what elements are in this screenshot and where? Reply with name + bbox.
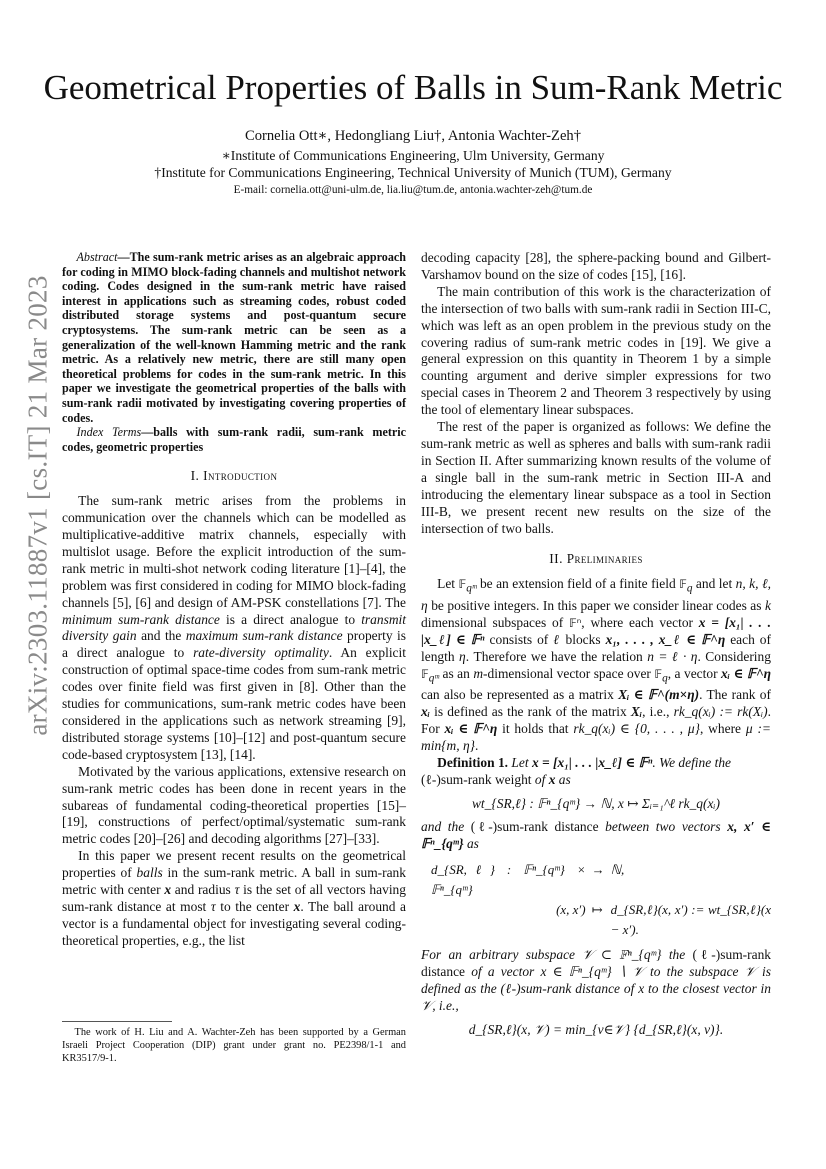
footnote: The work of H. Liu and A. Wachter-Zeh has been supported by a German Israeli Project Cooperation (DIP) grant under grant no. PE2398/1-1 and KR3517/9-1. (62, 1027, 406, 1064)
definition-1-distance-label: and the (ℓ-)sum-rank distance between two vectors x, x′ ∈ 𝔽ⁿ_{qᵐ} as (421, 819, 772, 852)
right-paragraph-2: The rest of the paper is organized as follows: We define the sum-rank metric as well as spheres and balls with sum-rank radii in Section II. After summarizing known results of the volume of a single ball in the sum-rank metric in Section III-A and introducing the elementary linear subspace as a tool in Section III-B, we present recent new results on the size of the intersection of two balls. (421, 419, 771, 536)
index-terms: Index Terms—balls with sum-rank radii, sum-rank metric codes, geometric properties (62, 425, 406, 454)
intro-paragraph-3: In this paper we present recent results on the geometrical properties of balls in the sum-rank metric. A ball in sum-rank metric with center x and radius τ is the set of all vectors having sum-rank distance at most τ to the center x. The ball around a vector is a fundamental object for investigating several coding-theoretical properties, e.g., the list (62, 848, 407, 948)
footnote-rule (62, 1021, 172, 1022)
affiliation-2: †Institute for Communications Engineering, Technical University of Munich (TUM), Germany (154, 165, 672, 180)
arxiv-stamp: arXiv:2303.11887v1 [cs.IT] 21 Mar 2023 (22, 274, 53, 736)
preliminaries-paragraph: Let 𝔽$_{qᵐ}$ be an extension field of a finite field 𝔽$_q$ and let n, k, ℓ, η be positive integers. In this paper we consider linear codes as k dimensional subspaces of 𝔽ⁿ, where each vector x = [x₁| . . . |x_ℓ] ∈ 𝔽ⁿ consists of ℓ blocks x₁, . . . , x_ℓ ∈ 𝔽^η each of length η. Therefore we have the relation n = ℓ · η. Considering 𝔽$_{qᵐ}$ as an m-dimensional vector space over 𝔽$_q$, a vector xᵢ ∈ 𝔽^η can also be represented as a matrix Xᵢ ∈ 𝔽^(m×η). The rank of xᵢ is defined as the rank of the matrix Xᵢ, i.e., rk_q(xᵢ) := rk(Xᵢ). For xᵢ ∈ 𝔽^η it holds that rk_q(xᵢ) ∈ {0, . . . , μ}, where μ := min{m, η}. (421, 576, 772, 753)
definition-1: Definition 1. Let x = [x₁| . . . |x_ℓ] ∈ 𝔽ⁿ. We define the (437, 754, 732, 770)
sum-rank-distance-equation: d_{SR,ℓ} : 𝔽ⁿ_{qᵐ} × 𝔽ⁿ_{qᵐ} → ℕ, (x, x′) ↦ d_{SR,ℓ}(x, x′) := wt_{SR,ℓ}(x − x′). (431, 862, 771, 938)
left-column (62, 250, 406, 950)
abstract: Abstract—The sum-rank metric arises as an algebraic approach for coding in MIMO block-fading channels and multishot network coding. Codes designed in the sum-rank metric have raised interest in applications such as streaming codes, robust coded distributed storage systems and post-quantum secure cryptosystems. The sum-rank metric can be seen as a generalization of the well-known Hamming metric and the rank metric. As a relatively new metric, there are still many open theoretical problems for codes in the sum-rank metric. In this paper we investigate the geometrical properties of the balls with sum-rank radii motivated by investigating covering properties of codes. (62, 250, 406, 425)
authors: Cornelia Ott∗, Hedongliang Liu†, Antonia Wachter-Zeh† (244, 128, 582, 144)
emails: E-mail: cornelia.ott@uni-ulm.de, lia.liu@tum.de, antonia.wachter-zeh@tum.de (233, 184, 593, 196)
subspace-distance-text: For an arbitrary subspace 𝒱 ⊂ 𝔽ⁿ_{qᵐ} the (ℓ-)sum-rank distance of a vector x ∈ 𝔽ⁿ_{qᵐ} ∖ 𝒱 to the subspace 𝒱 is defined as the (ℓ-)sum-rank distance of x to the closest vector in 𝒱, i.e., (421, 947, 772, 1013)
right-paragraph-0: decoding capacity [28], the sphere-packing bound and Gilbert-Varshamov bound on the size of codes [15], [16]. (421, 250, 771, 282)
intro-paragraph-1: The sum-rank metric arises from the problems in communication over the channels which can be modelled as multiplicative-additive matrix channels, especially with multislot usage. Before the explicit introduction of the sum-rank metric in multi-shot network coding literature [1]–[4], the problem was first considered in coding for MIMO block-fading channels [5], [6] and design of AM-PSK constellations [7]. The minimum sum-rank distance is a direct analogue to transmit diversity gain and the maximum sum-rank distance property is a direct analogue to rate-diversity optimality. An explicit construction of optimal space-time codes from sum-rank metric codes over finite field was first given in [8]. Other than the studies for communications, sum-rank metric codes have been considered in the applications such as network streaming [9], distributed storage systems [10]–[12] and post-quantum secure code-based cryptosystem [13], [14]. (62, 493, 407, 762)
subspace-distance-equation: d_{SR,ℓ}(x, 𝒱) = min_{v∈𝒱} {d_{SR,ℓ}(x, v)}. (468, 1021, 724, 1037)
intro-paragraph-2: Motivated by the various applications, extensive research on sum-rank metric codes has been done in recent years in the subareas of fundamental coding-theoretical properties [15]–[19], constructions of perfect/optimal/systematic sum-rank metric codes [20]–[26] and decoding algorithms [27]–[33]. (62, 763, 406, 847)
sum-rank-weight-equation: wt_{SR,ℓ} : 𝔽ⁿ_{qᵐ} → ℕ, x ↦ Σᵢ₌₁^ℓ rk_q(xᵢ) (471, 795, 721, 811)
affiliation-1: ∗Institute of Communications Engineering, Ulm University, Germany (221, 148, 605, 163)
definition-1-weight-label: (ℓ-)sum-rank weight of x as (421, 771, 571, 787)
section-heading-introduction: I. Introduction (190, 468, 278, 484)
section-heading-preliminaries: II. Preliminaries (549, 551, 643, 567)
right-column (421, 250, 771, 1046)
right-paragraph-1: The main contribution of this work is the characterization of the intersection of two balls with sum-rank radii in Section III-C, which was left as an open problem in the previous study on the covering radius of sum-rank metric codes in [19]. We give a general expression on this quantity in Theorem 1 by a simple counting argument and derive simpler expressions for two special cases in Theorem 2 and Theorem 3 respectively by using the tool of elementary linear subspaces. (421, 283, 771, 418)
paper-title: Geometrical Properties of Balls in Sum-Rank Metric (43, 68, 783, 107)
